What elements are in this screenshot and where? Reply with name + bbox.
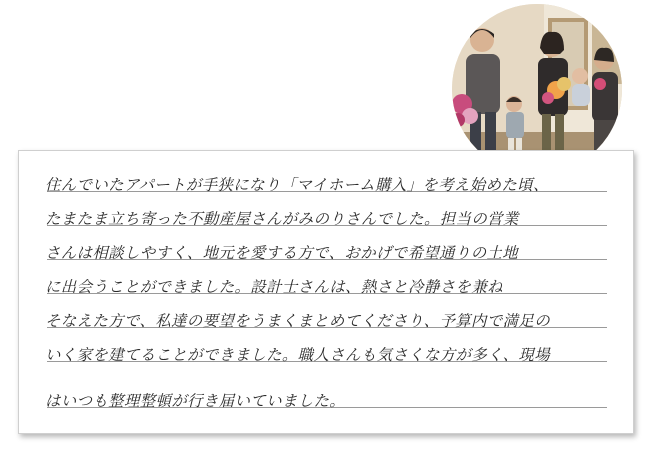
family-photo-icon [452,4,622,174]
message-line: さんは相談しやすく、地元を愛する方で、おかげで希望通りの土地 [45,244,519,262]
message-line: に出会うことができました。設計士さんは、熱さと冷静さを兼ね [45,278,503,296]
message-line: 住んでいたアパートが手狭になり「マイホーム購入」を考え始めた頃、 [45,176,549,194]
message-line: いく家を建てることができました。職人さんも気さくな方が多く、現場 [45,346,550,364]
message-line: そなえた方で、私達の要望をうまくまとめてくださり、予算内で満足の [45,312,550,330]
testimonial-card [18,150,634,434]
message-line: たまたま立ち寄った不動産屋さんがみのりさんでした。担当の営業 [45,210,519,228]
message-line: はいつも整理整頓が行き届いていました。 [45,392,346,410]
family-photo [452,4,622,174]
